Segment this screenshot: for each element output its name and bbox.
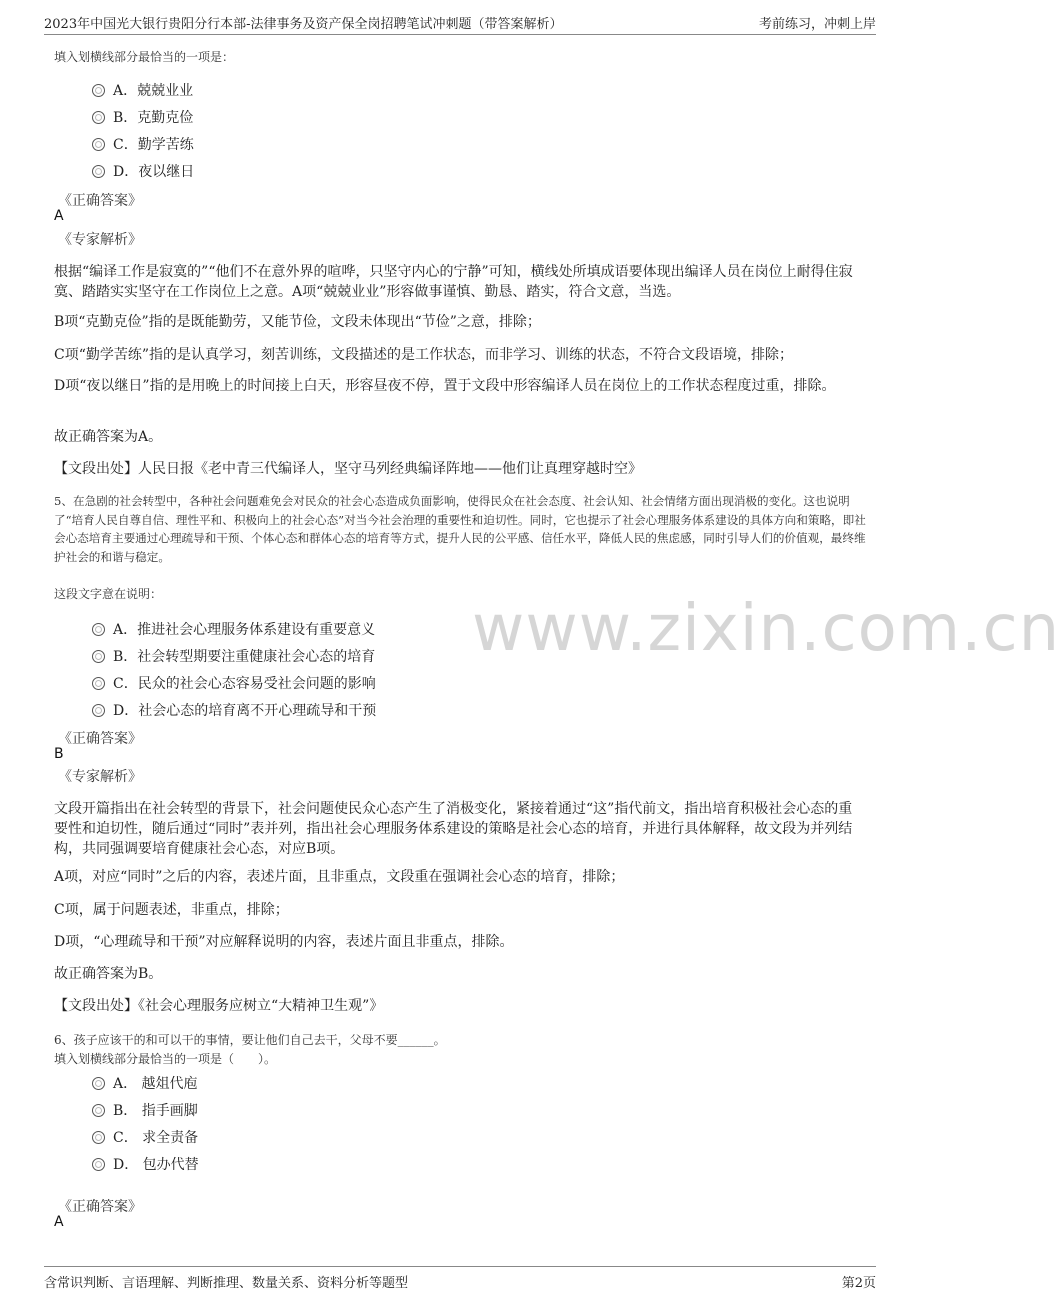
q5-answer: B [54,746,64,762]
q5-analysis-paragraph: C项，属于问题表述，非重点，排除； [54,902,289,918]
q6-option-a[interactable]: A． 越俎代庖 [92,1073,198,1093]
q4-source: 【文段出处】人民日报《老中青三代编译人，坚守马列经典编译阵地——他们让真理穿越时空》 [54,461,642,477]
q5-analysis-paragraph: 文段开篇指出在社会转型的背景下，社会问题使民众心态产生了消极变化，紧接着通过“这”指代前文，指出培育积极社会心态的重要性和迫切性，随后通过“同时”表并列，指出社会心理服务体系建设的策略是社会心态的培育，并进行具体解释，故文段为并列结构，共同强调要培育健康社会心态，对应B项。 [54,801,853,857]
radio-icon[interactable] [92,84,105,97]
q4-analysis-paragraph: D项“夜以继日”指的是用晚上的时间接上白天，形容昼夜不停，置于文段中形容编译人员在岗位上的工作状态程度过重，排除。 [54,378,836,394]
radio-icon[interactable] [92,650,105,663]
q4-analysis-paragraph: 根据“编译工作是寂寞的”“他们不在意外界的喧哗，只坚守内心的宁静”可知，横线处所填成语要体现出编译人员在岗位上耐得住寂寞、踏踏实实坚守在工作岗位上之意。A项“兢兢业业”形容做事谨慎、勤恳、踏实，符合文意，当选。 [54,264,853,300]
q6-option-c[interactable]: C． 求全责备 [92,1127,198,1147]
q6-answer-heading: 《正确答案》 [58,1199,142,1215]
footer-topics: 含常识判断、言语理解、判断推理、数量关系、资料分析等题型 [44,1276,409,1291]
radio-icon[interactable] [92,1104,105,1117]
q6-stem: 6、孩子应该干的和可以干的事情，要让他们自己去干，父母不要______。 [54,1033,446,1047]
q5-prompt: 这段文字意在说明： [54,587,163,601]
q5-analysis-paragraph: A项，对应“同时”之后的内容，表述片面，且非重点，文段重在强调社会心态的培育，排除； [54,869,625,885]
q5-option-a[interactable]: A．推进社会心理服务体系建设有重要意义 [92,619,375,639]
radio-icon[interactable] [92,1077,105,1090]
q5-option-d[interactable]: D．社会心态的培育离不开心理疏导和干预 [92,700,376,720]
q4-analysis-paragraph: B项“克勤克俭”指的是既能勤劳，又能节俭，文段未体现出“节俭”之意，排除； [54,314,541,330]
q4-answer: A [54,208,64,224]
q4-conclusion: 故正确答案为A。 [54,429,163,445]
radio-icon[interactable] [92,704,105,717]
q5-analysis-heading: 《专家解析》 [58,769,142,785]
radio-icon[interactable] [92,138,105,151]
radio-icon[interactable] [92,623,105,636]
q6-option-d[interactable]: D． 包办代替 [92,1154,199,1174]
watermark: www.zixin.com.cn [472,592,1060,666]
q5-source: 【文段出处】《社会心理服务应树立“大精神卫生观”》 [54,998,384,1014]
q4-analysis-heading: 《专家解析》 [58,232,142,248]
radio-icon[interactable] [92,677,105,690]
q4-analysis-paragraph: C项“勤学苦练”指的是认真学习，刻苦训练，文段描述的是工作状态，而非学习、训练的状态，不符合文段语境，排除； [54,347,794,363]
header-slogan: 考前练习，冲刺上岸 [758,17,876,32]
q5-stem: 5、在急剧的社会转型中，各种社会问题难免会对民众的社会心态造成负面影响，使得民众在社会态度、社会认知、社会情绪方面出现消极的变化。这也说明了“培育人民自尊自信、理性平和、积极向上的社会心态”对当今社会治理的重要性和迫切性。同时，它也提示了社会心理服务体系建设的具体方向和策略，即社会心态培育主要通过心理疏导和干预、个体心态和群体心态的培育等方式，提升人民的公平感、信任水平，降低人民的焦虑感，同时引导人们的价值观，最终维护社会的和谐与稳定。 [54,494,866,564]
q4-option-c[interactable]: C．勤学苦练 [92,134,194,154]
q4-option-b[interactable]: B．克勤克俭 [92,107,193,127]
radio-icon[interactable] [92,165,105,178]
q5-option-c[interactable]: C．民众的社会心态容易受社会问题的影响 [92,673,376,693]
page-footer [44,1266,876,1297]
q6-prompt: 填入划横线部分最恰当的一项是（ ）。 [54,1052,277,1066]
q5-answer-heading: 《正确答案》 [58,731,142,747]
radio-icon[interactable] [92,1131,105,1144]
q4-answer-heading: 《正确答案》 [58,193,142,209]
q4-prompt: 填入划横线部分最恰当的一项是： [54,50,235,64]
page-number: 第2页 [841,1276,876,1291]
radio-icon[interactable] [92,111,105,124]
q6-option-b[interactable]: B． 指手画脚 [92,1100,198,1120]
radio-icon[interactable] [92,1158,105,1171]
q5-analysis-paragraph: D项，“心理疏导和干预”对应解释说明的内容，表述片面且非重点，排除。 [54,934,514,950]
q4-option-d[interactable]: D．夜以继日 [92,161,194,181]
document-title: 2023年中国光大银行贵阳分行本部-法律事务及资产保全岗招聘笔试冲刺题（带答案解析） [44,17,563,32]
q4-option-a[interactable]: A．兢兢业业 [92,80,193,100]
page-header [44,10,876,35]
q5-option-b[interactable]: B．社会转型期要注重健康社会心态的培育 [92,646,375,666]
q6-answer: A [54,1214,64,1230]
q5-conclusion: 故正确答案为B。 [54,966,163,982]
